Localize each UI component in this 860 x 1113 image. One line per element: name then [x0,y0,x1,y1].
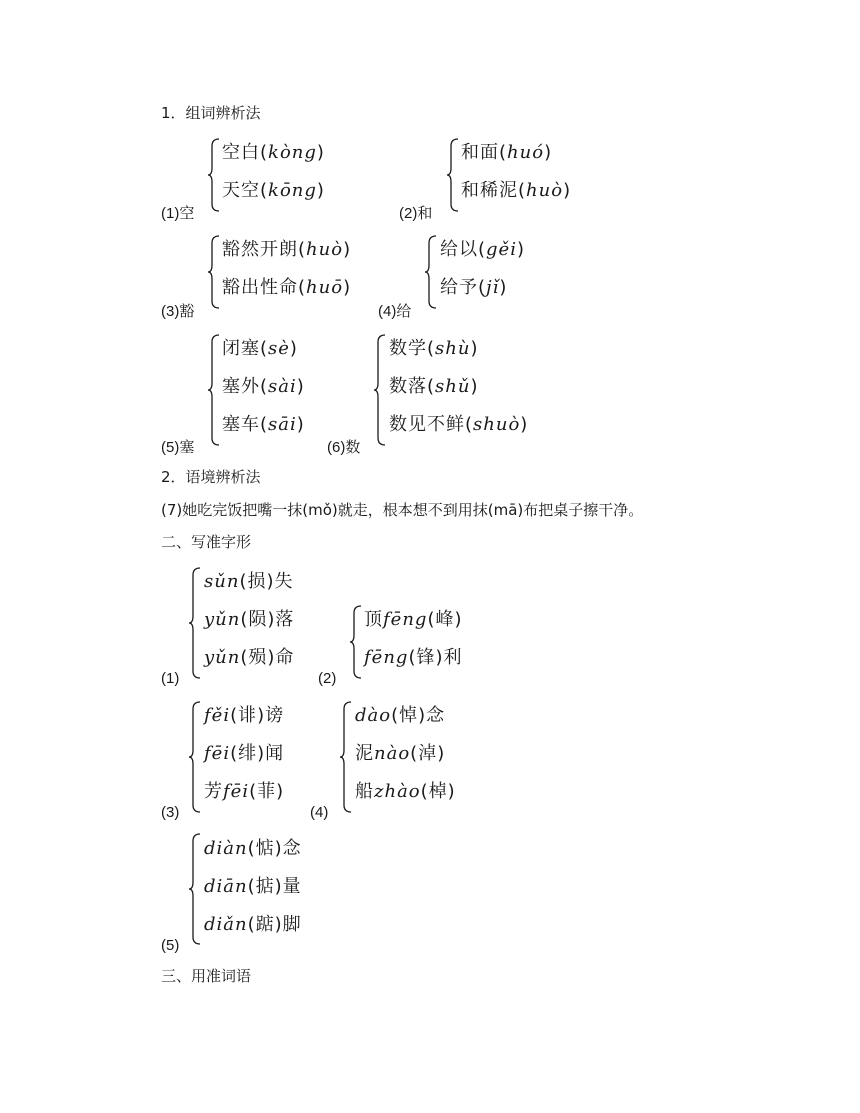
word-entry: diǎn(踮)脚 [204,914,302,935]
word-entry: diān(掂)量 [204,876,302,897]
item-label: (6)数 [327,439,361,456]
brace-icon [349,605,363,679]
word-entry: 空白(kòng) [222,142,325,163]
word-entry: diàn(惦)念 [204,838,302,859]
item-label: (3)豁 [161,303,195,320]
brace-icon [424,235,438,309]
item-label: (5) [161,937,180,954]
item-label: (4)给 [378,303,412,320]
word-entry: 数见不鲜(shuò) [389,414,529,435]
item-label: (5)塞 [161,439,195,456]
word-entry: sǔn(损)失 [204,571,294,592]
section2-heading: 2．语境辨析法 [161,468,261,486]
brace-icon [188,701,202,813]
brace-icon [188,833,202,945]
word-entry: 天空(kōng) [222,180,325,201]
word-entry: fěi(诽)谤 [204,705,285,726]
section1-heading: 1．组词辨析法 [161,104,261,122]
word-entry: dào(悼)念 [355,705,446,726]
brace-icon [188,567,202,679]
word-entry: 泥nào(淖) [355,743,446,764]
part2-heading: 二、写准字形 [161,533,252,551]
word-entry: fēi(绯)闻 [204,743,285,764]
brace-icon [446,138,460,212]
brace-icon [207,138,221,212]
word-entry: 数学(shù) [389,338,479,359]
word-entry: 和稀泥(huò) [461,180,572,201]
word-entry: fēng(锋)利 [364,647,463,668]
item-label: (2)和 [399,205,433,222]
brace-icon [373,334,387,446]
brace-icon [207,334,221,446]
item-label: (3) [161,804,180,821]
item-label: (4) [310,804,329,821]
word-entry: 塞外(sài) [222,376,305,397]
word-entry: 闭塞(sè) [222,338,298,359]
word-entry: yǔn(陨)落 [204,609,295,630]
brace-icon [339,701,353,813]
word-entry: yǔn(殒)命 [204,647,295,668]
brace-icon [207,235,221,309]
word-entry: 豁然开朗(huò) [222,239,352,260]
word-entry: 船zhào(棹) [355,781,456,802]
part3-heading: 三、用准词语 [161,967,252,985]
item-label: (1)空 [161,205,195,222]
word-entry: 顶fēng(峰) [364,609,463,630]
word-entry: 和面(huó) [461,142,553,163]
word-entry: 芳fēi(菲) [204,781,285,802]
word-entry: 塞车(sāi) [222,414,305,435]
word-entry: 数落(shǔ) [389,376,479,397]
context-sentence: (7)她吃完饭把嘴一抹(mǒ)就走，根本想不到用抹(mā)布把桌子擦干净。 [161,501,644,519]
word-entry: 给以(gěi) [440,239,525,260]
word-entry: 豁出性命(huō) [222,277,352,298]
item-label: (1) [161,670,180,687]
word-entry: 给予(jǐ) [440,277,508,298]
item-label: (2) [318,670,337,687]
